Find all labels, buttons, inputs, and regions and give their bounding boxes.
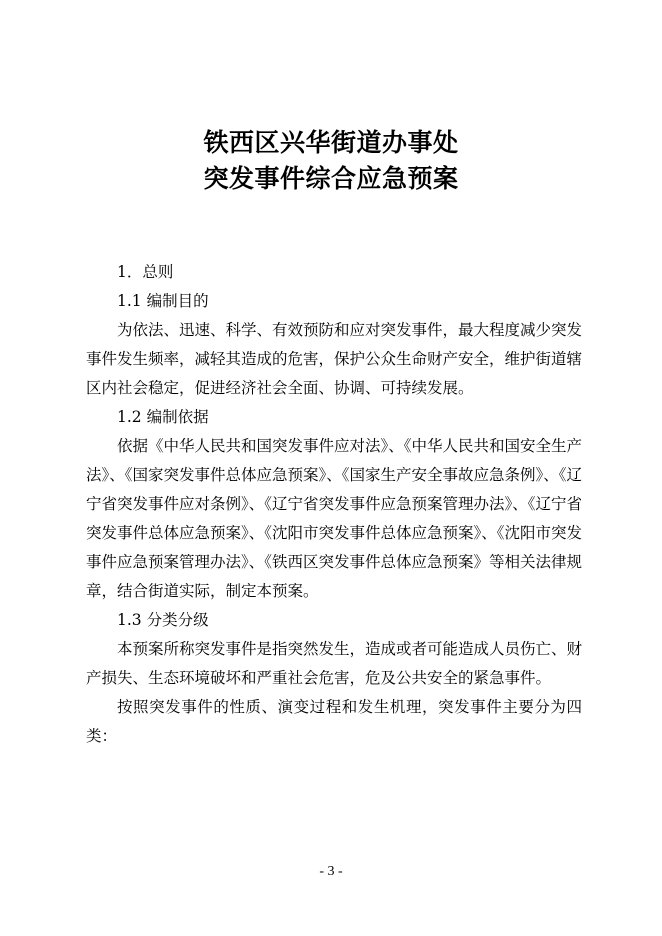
page-number: - 3 - [319, 864, 343, 879]
section-heading-purpose: 1.1 编制目的 [117, 292, 209, 310]
paragraph-basis: 依据《中华人民共和国突发事件应对法》、《中华人民共和国安全生产法》、《国家突发事件总体应急预案》、《国家生产安全事故应急条例》、《辽宁省突发事件应对条例》、《辽宁省突发事件应急预案管理办法》、《辽宁省突发事件总体应急预案》、《沈阳市突发事件总体应急预案》、《沈阳市突发事件应急预案管理办法》、《铁西区突发事件总体应急预案》等相关法律规章，结合街道实际，制定本预案。 [86, 437, 583, 600]
paragraph-classification-categories: 按照突发事件的性质、演变过程和发生机理，突发事件主要分为四类： [86, 698, 582, 745]
document-title-line-1: 铁西区兴华街道办事处 [203, 128, 459, 157]
section-heading-classification: 1.3 分类分级 [117, 611, 209, 629]
paragraph-purpose: 为依法、迅速、科学、有效预防和应对突发事件，最大程度减少突发事件发生频率，减轻其造成的危害，保护公众生命财产安全，维护街道辖区内社会稳定，促进经济社会全面、协调、可持续发展。 [86, 321, 583, 397]
document-body [86, 258, 582, 751]
document-title-line-2: 突发事件综合应急预案 [203, 164, 459, 193]
section-heading-general: 1．总则 [117, 263, 174, 281]
section-heading-basis: 1.2 编制依据 [117, 408, 209, 426]
paragraph-classification-definition: 本预案所称突发事件是指突然发生，造成或者可能造成人员伤亡、财产损失、生态环境破坏和严重社会危害，危及公共安全的紧急事件。 [86, 640, 583, 687]
